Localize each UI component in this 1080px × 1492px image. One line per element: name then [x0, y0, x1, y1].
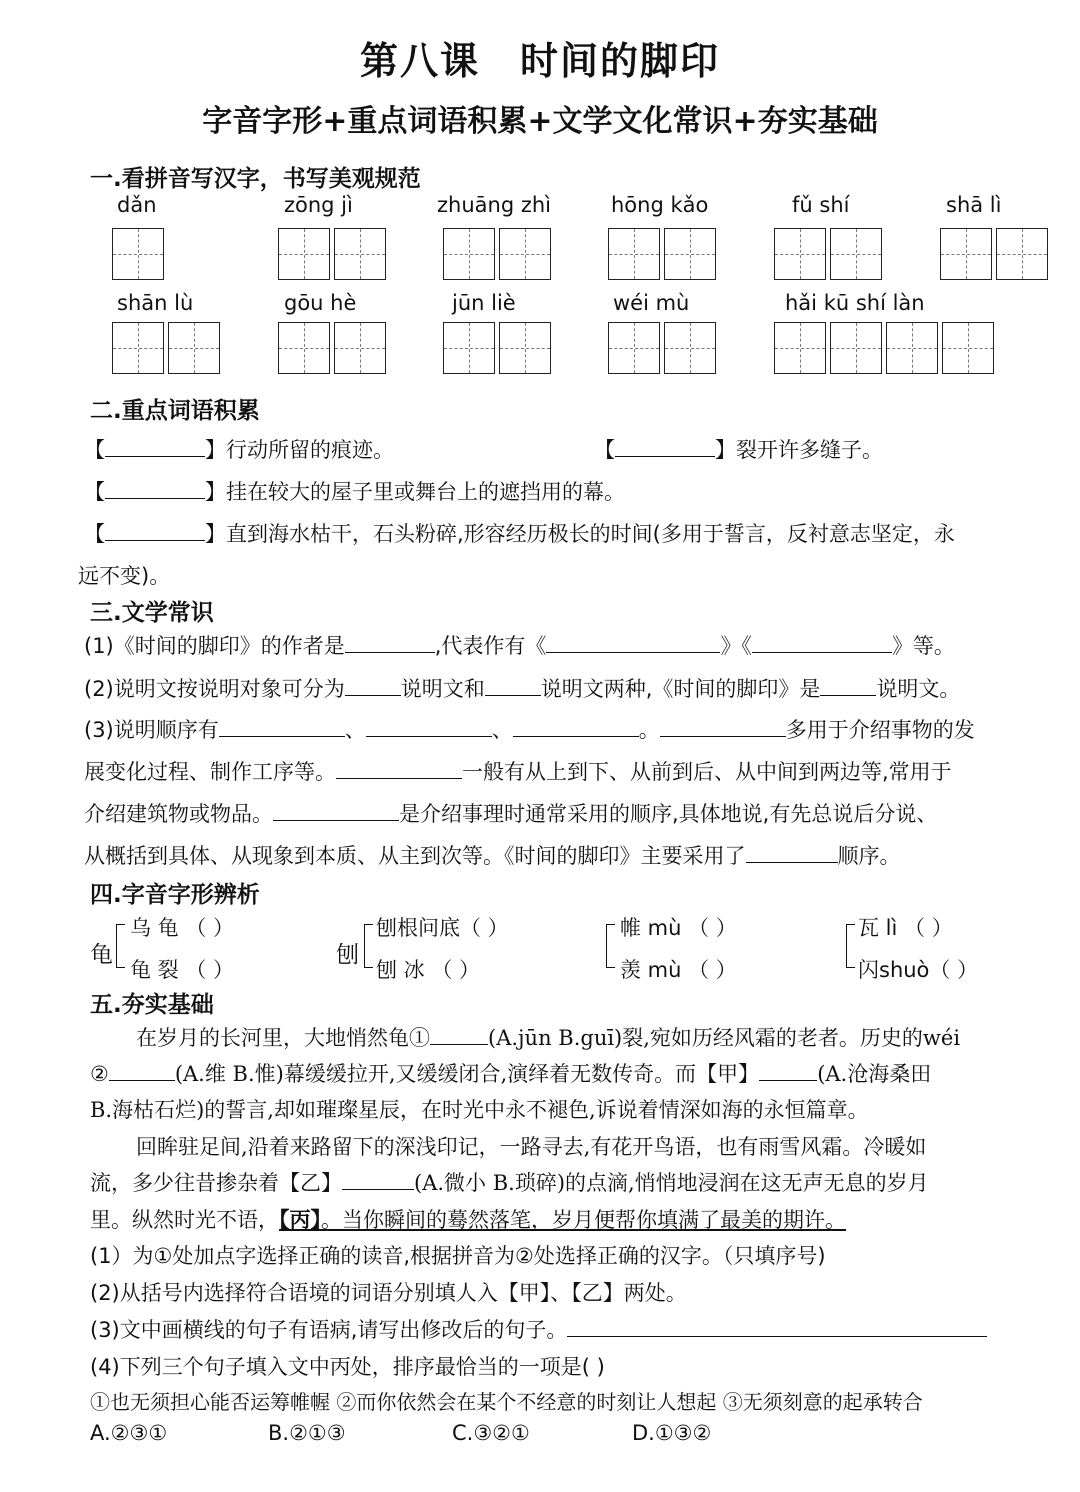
vocab-line: 【 】行动所留的痕迹。 [84, 434, 394, 464]
answer-blank[interactable] [105, 435, 205, 457]
answer-blank[interactable] [366, 715, 492, 737]
char-item: 羡 mù （ ） [620, 958, 737, 982]
pinyin-label: shā lì [946, 193, 1002, 217]
page-subtitle: 字音字形+重点词语积累+文学文化常识+夯实基础 [202, 104, 878, 139]
pinyin-label: zhuāng zhì [437, 193, 551, 217]
writing-grid[interactable] [443, 228, 551, 280]
brace [116, 924, 125, 968]
pinyin-label: hǎi kū shí làn [785, 291, 925, 315]
answer-blank[interactable] [746, 841, 838, 863]
pinyin-label: dǎn [117, 193, 157, 217]
answer-blank[interactable] [336, 757, 462, 779]
question-line: 介绍建筑物或物品。 是介绍事理时通常采用的顺序,具体地说,有先总说后分说、 [84, 798, 937, 828]
answer-blank[interactable] [105, 477, 205, 499]
pinyin-label: zōng jì [284, 193, 353, 217]
passage-line: B.海枯石烂)的誓言,却如璀璨星辰，在时光中永不褪色,诉说着情深如海的永恒篇章。 [90, 1098, 869, 1122]
answer-blank[interactable] [430, 1023, 488, 1045]
answer-blank[interactable] [342, 1168, 414, 1190]
writing-grid[interactable] [112, 228, 164, 280]
answer-blank[interactable] [345, 631, 435, 653]
answer-blank[interactable] [513, 715, 639, 737]
section-2-heading: 二.重点词语积累 [90, 398, 260, 424]
page-title: 第八课 时间的脚印 [359, 39, 720, 83]
passage-line: ② (A.维 B.惟)幕缓缓拉开,又缓缓闭合,演绎着无数传奇。而【甲】 (A.沧海桑田 [90, 1058, 931, 1088]
question-line: (3)说明顺序有 、 、 。 多用于介绍事物的发 [84, 714, 975, 744]
question-line: (4)下列三个句子填入文中丙处，排序最恰当的一项是( ) [90, 1355, 605, 1379]
choice-option[interactable]: B.②①③ [268, 1421, 346, 1445]
question-line: (3)文中画横线的句子有语病,请写出修改后的句子。 [90, 1314, 987, 1344]
writing-grid[interactable] [112, 322, 220, 374]
answer-blank[interactable] [660, 715, 786, 737]
writing-grid[interactable] [443, 322, 551, 374]
answer-blank[interactable] [820, 674, 876, 696]
char-item: 帷 mù （ ） [620, 916, 737, 940]
writing-grid[interactable] [774, 228, 882, 280]
underlined-sentence: 【丙】。当你瞬间的蓦然落笔，岁月便帮你填满了最美的期许。 [279, 1207, 846, 1232]
passage-line: 回眸驻足间,沿着来路留下的深浅印记，一路寻去,有花开鸟语，也有雨雪风霜。冷暖如 [136, 1135, 927, 1159]
char-group-label: 龟 [90, 942, 113, 968]
brace [364, 924, 373, 968]
pinyin-label: gōu hè [284, 291, 357, 315]
question-line: (1）为①处加点字选择正确的读音,根据拼音为②处选择正确的汉字。（只填序号) [90, 1244, 826, 1268]
answer-blank[interactable] [759, 1059, 817, 1081]
char-item: 闪shuò（ ） [858, 958, 979, 982]
writing-grid[interactable] [278, 228, 386, 280]
writing-grid[interactable] [774, 322, 994, 374]
answer-blank[interactable] [485, 674, 541, 696]
writing-grid[interactable] [940, 228, 1048, 280]
section-1-heading: 一.看拼音写汉字，书写美观规范 [90, 166, 421, 192]
choice-option[interactable]: D.①③② [632, 1421, 712, 1445]
brace [846, 924, 855, 968]
brace [606, 924, 615, 968]
char-item: 龟 裂 （ ） [130, 958, 235, 982]
vocab-line: 【 】直到海水枯干，石头粉碎,形容经历极长的时间(多用于誓言，反衬意志坚定，永 [84, 518, 955, 548]
char-item: 刨 冰 （ ） [376, 958, 481, 982]
answer-blank[interactable] [615, 435, 715, 457]
choice-option[interactable]: C.③②① [452, 1421, 530, 1445]
vocab-line-cont: 远不变)。 [78, 564, 171, 588]
pinyin-label: hōng kǎo [611, 193, 709, 217]
vocab-line: 【 】裂开许多缝子。 [594, 434, 883, 464]
answer-blank[interactable] [345, 674, 401, 696]
answer-blank[interactable] [109, 1059, 175, 1081]
passage-line: 流，多少往昔掺杂着【乙】 (A.微小 B.琐碎)的点滴,悄悄地浸润在这无声无息的岁月 [90, 1167, 929, 1197]
char-item: 乌 龟 （ ） [130, 916, 235, 940]
passage-line: 里。纵然时光不语，【丙】。当你瞬间的蓦然落笔，岁月便帮你填满了最美的期许。 [90, 1207, 846, 1232]
question-line: 展变化过程、制作工序等。 一般有从上到下、从前到后、从中间到两边等,常用于 [84, 756, 952, 786]
passage-line: 在岁月的长河里，大地悄然龟① (A.jūn B.guī)裂,宛如历经风霜的老者。历史的wéi [136, 1022, 960, 1052]
question-line: (1)《时间的脚印》的作者是 ,代表作有《 》《 》等。 [84, 630, 955, 660]
pinyin-label: fǔ shí [792, 193, 850, 217]
question-line: 从概括到具体、从现象到本质、从主到次等。《时间的脚印》主要采用了 顺序。 [84, 840, 901, 870]
writing-grid[interactable] [278, 322, 386, 374]
answer-blank[interactable] [273, 799, 399, 821]
section-3-heading: 三.文学常识 [90, 600, 214, 626]
answer-blank[interactable] [752, 631, 892, 653]
answer-blank[interactable] [219, 715, 345, 737]
sentence-options: ①也无须担心能否运筹帷幄 ②而你依然会在某个不经意的时刻让人想起 ③无须刻意的起承转合 [90, 1390, 923, 1414]
answer-blank[interactable] [105, 519, 205, 541]
question-line: (2)从括号内选择符合语境的词语分别填人入【甲】、【乙】两处。 [90, 1281, 687, 1305]
pinyin-label: jūn liè [452, 291, 516, 315]
char-item: 刨根问底（ ） [376, 916, 509, 940]
section-4-heading: 四.字音字形辨析 [90, 882, 260, 908]
section-5-heading: 五.夯实基础 [90, 992, 214, 1018]
pinyin-label: wéi mù [613, 291, 690, 315]
writing-grid[interactable] [608, 228, 716, 280]
vocab-line: 【 】挂在较大的屋子里或舞台上的遮挡用的幕。 [84, 476, 625, 506]
char-group-label: 刨 [336, 942, 359, 968]
char-item: 瓦 lì （ ） [858, 916, 953, 940]
answer-blank[interactable] [546, 631, 720, 653]
choice-option[interactable]: A.②③① [90, 1421, 168, 1445]
answer-blank[interactable] [567, 1315, 987, 1337]
question-line: (2)说明文按说明对象可分为 说明文和 说明文两种,《时间的脚印》是 说明文。 [84, 673, 960, 703]
writing-grid[interactable] [608, 322, 716, 374]
pinyin-label: shān lù [117, 291, 194, 315]
